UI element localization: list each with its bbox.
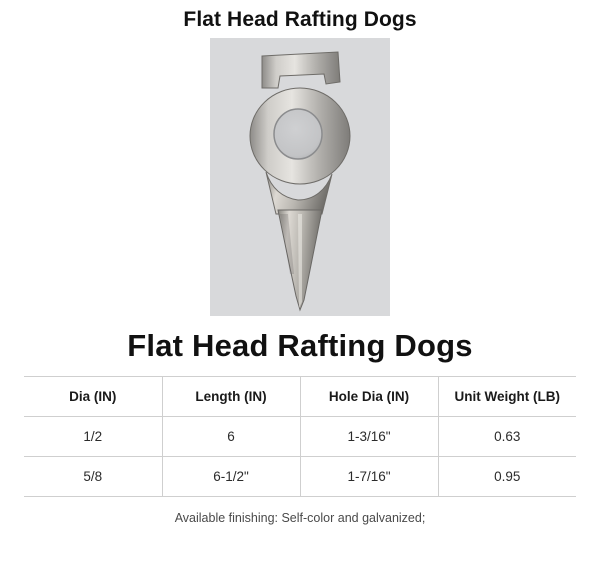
cell-hole-dia: 1-3/16"	[300, 417, 438, 457]
table-header-row	[24, 377, 576, 417]
finishing-note: Available finishing: Self-color and galvanized;	[174, 511, 426, 525]
product-image	[210, 38, 390, 316]
cell-unit-weight: 0.95	[438, 457, 576, 497]
cell-dia: 1/2	[24, 417, 162, 457]
column-header-unit-weight: Unit Weight (LB)	[438, 377, 576, 417]
cell-length: 6	[162, 417, 300, 457]
rafting-dog-illustration	[210, 38, 390, 316]
product-heading: Flat Head Rafting Dogs	[127, 328, 473, 363]
cell-dia: 5/8	[24, 457, 162, 497]
cell-hole-dia: 1-7/16"	[300, 457, 438, 497]
column-header-length: Length (IN)	[162, 377, 300, 417]
table-row	[24, 457, 576, 497]
column-header-hole-dia: Hole Dia (IN)	[300, 377, 438, 417]
column-header-dia: Dia (IN)	[24, 377, 162, 417]
cell-unit-weight: 0.63	[438, 417, 576, 457]
page-title: Flat Head Rafting Dogs	[183, 8, 417, 31]
table-row	[24, 417, 576, 457]
specifications-table	[24, 376, 576, 497]
cell-length: 6-1/2"	[162, 457, 300, 497]
